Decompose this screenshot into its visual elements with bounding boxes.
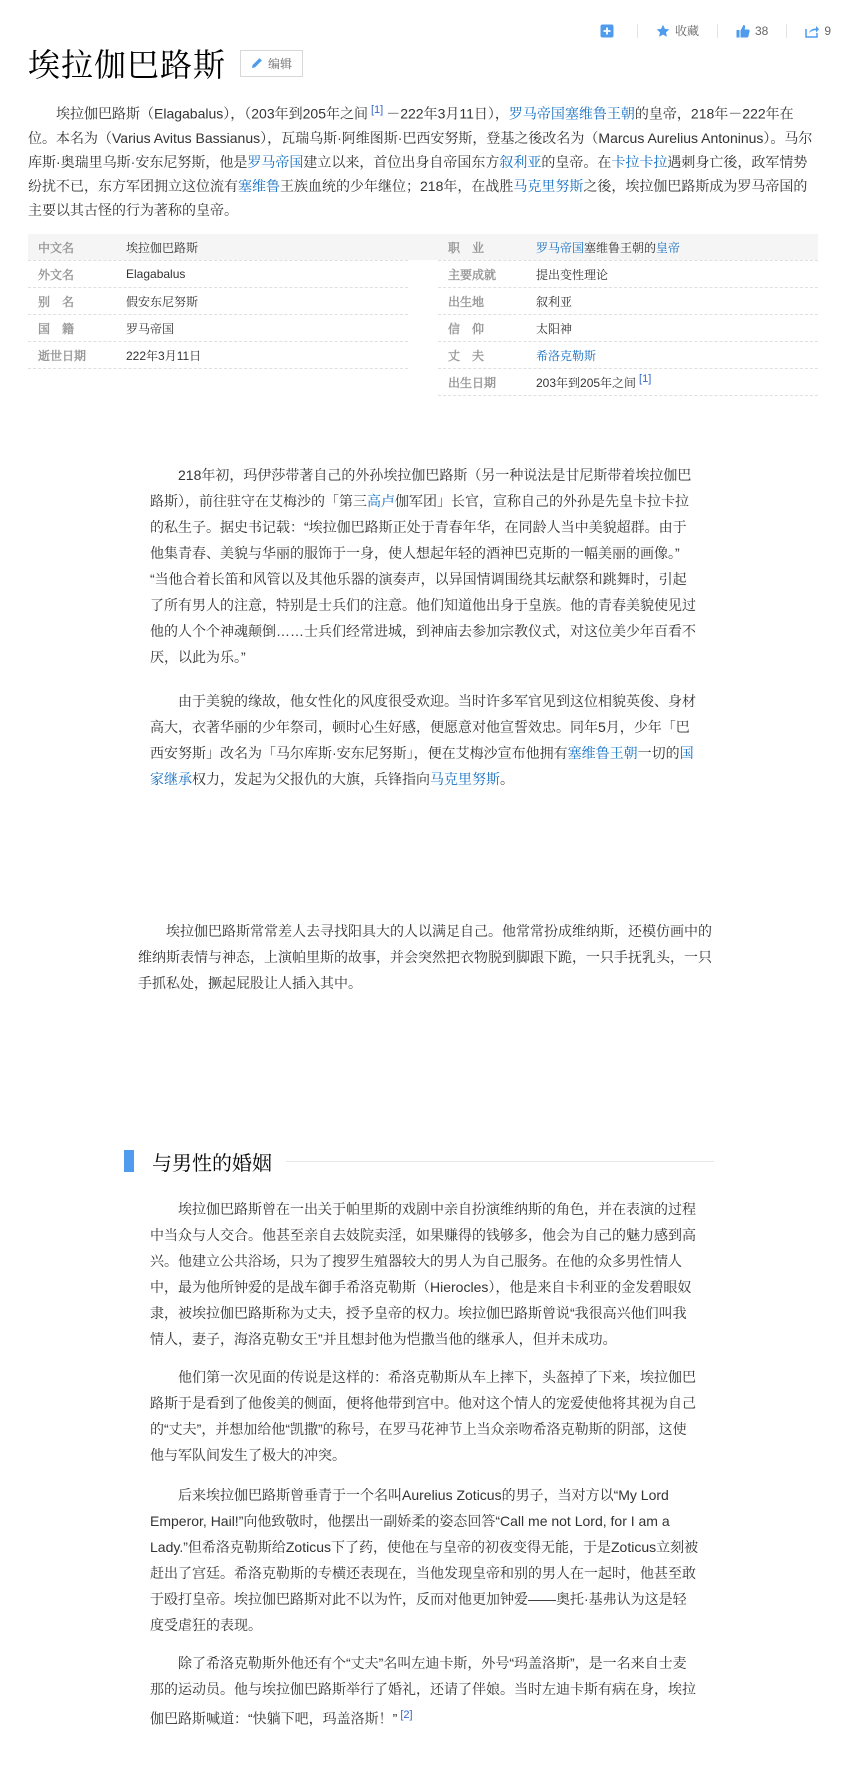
link-hierocles[interactable]: 希洛克勒斯 xyxy=(536,348,597,363)
pencil-icon xyxy=(251,57,263,69)
info-value-text: 塞维鲁王朝的 xyxy=(584,240,657,255)
info-key: 主要成就 xyxy=(448,267,497,282)
info-value: 罗马帝国 xyxy=(126,321,175,336)
divider xyxy=(786,24,787,38)
info-row xyxy=(28,234,408,261)
info-key: 出生日期 xyxy=(448,375,497,390)
paragraph: 他们第一次见面的传说是这样的：希洛克勒斯从车上摔下，头盔掉了下来，埃拉伽巴路斯于是看到了他俊美的侧面，便将他带到宫中。他对这个情人的宠爱使他将其视为自己的“丈夫”，并想加给他“凯撒”的称号，在罗马花神节上当众亲吻希洛克勒斯的阴部，这使他与军队间发生了极大的冲突。 xyxy=(150,1369,696,1463)
summary xyxy=(28,98,818,222)
info-column-right xyxy=(438,234,818,396)
like-count: 38 xyxy=(754,23,769,38)
paragraph: 埃拉伽巴路斯常常差人去寻找阳具大的人以满足自己。他常常扮成维纳斯，还模仿画中的维纳斯表情与神态，上演帕里斯的故事，并会突然把衣物脱到脚跟下跪，一只手抚乳头，一只手抓私处，撅起屁股让人插入其中。 xyxy=(138,923,712,991)
link-syria[interactable]: 叙利亚 xyxy=(499,153,542,170)
link-macrinus[interactable]: 马克里努斯 xyxy=(430,771,500,787)
favorite-label: 收藏 xyxy=(674,24,699,38)
info-row xyxy=(438,369,818,396)
link-roman-empire[interactable]: 罗马帝国 xyxy=(247,153,304,170)
info-value: 提出变性理论 xyxy=(536,267,609,282)
paragraph-text: 一切的 xyxy=(637,745,680,761)
info-column-left xyxy=(28,234,408,369)
info-value xyxy=(536,239,680,256)
summary-text: 的皇帝。在 xyxy=(541,153,612,170)
section-title: 与男性的婚姻 xyxy=(152,1152,272,1175)
info-value: 叙利亚 xyxy=(536,294,573,309)
summary-text: 遇刺身亡後，政军情势纷扰不已，东方军团拥立这位流有 xyxy=(28,153,808,194)
share-icon xyxy=(805,24,819,38)
info-row xyxy=(28,342,408,369)
divider xyxy=(637,24,638,38)
paragraph-text: 218年初，玛伊莎带著自己的外孙埃拉伽巴路斯（另一种说法是甘尼斯带着埃拉伽巴路斯），前往驻守在艾梅沙的「第三 xyxy=(150,467,692,509)
action-bar xyxy=(582,22,831,39)
info-key: 国 籍 xyxy=(38,321,75,336)
section-heading xyxy=(124,1146,714,1176)
paragraph: 后来埃拉伽巴路斯曾垂青于一个名叫Aurelius Zoticus的男子，当对方以“My Lord Emperor, Hail!”向他致敬时，他摆出一副娇柔的姿态回答“Call me not Lord, for I am a Lady.”但希洛克勒斯给Zoticus下了药，使他在与皇帝的初夜变得无能，于是Zoticus立刻被赶出了宫廷。希洛克勒斯的专横还表现在，当他发现皇帝和别的男人在一起时，他甚至敢于殴打皇帝。埃拉伽巴路斯对此不以为忤，反而对他更加钟爱——奥托·基弗认为这是轻度受虐狂的表现。 xyxy=(150,1487,699,1633)
thumbs-up-icon xyxy=(736,24,750,38)
info-value xyxy=(536,373,654,391)
summary-text: 建立以来，首位出身自帝国东方 xyxy=(303,153,500,170)
summary-text: 的皇帝，218年－222年在位。本名为（Varius Avitus Bassianus），瓦瑞乌斯·阿维图斯·巴西安努斯，登基之後改名为（Marcus Aurelius Antoninus）。马尔库斯·奥瑞里乌斯·安东尼努斯，他是 xyxy=(28,105,813,170)
divider xyxy=(717,24,718,38)
link-emperor[interactable]: 皇帝 xyxy=(656,240,681,255)
info-row xyxy=(438,288,818,315)
info-row xyxy=(438,261,818,288)
link-macrinus[interactable]: 马克里努斯 xyxy=(513,177,584,194)
info-value: Elagabalus xyxy=(126,267,186,281)
info-key: 丈 夫 xyxy=(448,348,485,363)
info-row xyxy=(28,288,408,315)
link-gaul[interactable]: 高卢 xyxy=(367,493,395,509)
link-roman-empire[interactable]: 罗马帝国 xyxy=(536,240,585,255)
info-key: 外文名 xyxy=(38,267,75,282)
summary-text: 埃拉伽巴路斯（Elagabalus），（203年到205年之间 xyxy=(56,105,368,122)
link-severan-dynasty[interactable]: 罗马帝国塞维鲁王朝 xyxy=(508,105,635,122)
link-caracalla[interactable]: 卡拉卡拉 xyxy=(611,153,668,170)
info-key: 中文名 xyxy=(38,240,75,255)
info-row xyxy=(438,234,818,261)
paragraph xyxy=(150,462,700,670)
plus-square-icon xyxy=(600,24,614,38)
link-severus[interactable]: 塞维鲁 xyxy=(238,177,280,194)
edit-label: 编辑 xyxy=(268,56,293,71)
summary-text: －222年3月11日）， xyxy=(386,105,509,122)
info-value: 埃拉伽巴路斯 xyxy=(126,240,199,255)
edit-button[interactable] xyxy=(240,50,303,77)
share-count: 9 xyxy=(824,23,831,38)
section-divider xyxy=(286,1161,714,1162)
info-value: 222年3月11日 xyxy=(126,348,202,363)
info-value xyxy=(536,347,596,364)
info-key: 信 仰 xyxy=(448,321,485,336)
paragraph-text: 权力，发起为父报仇的大旗，兵锋指向 xyxy=(192,771,430,787)
paragraph xyxy=(150,688,700,792)
info-row xyxy=(438,342,818,369)
favorite-button[interactable] xyxy=(656,22,699,39)
info-key: 职 业 xyxy=(448,240,485,255)
info-value-text: 203年到205年之间 xyxy=(536,376,637,390)
add-button[interactable] xyxy=(600,24,619,38)
page-title: 埃拉伽巴路斯 xyxy=(28,47,227,83)
paragraph-text: 伽军团」长官，宣称自己的外孙是先皇卡拉卡拉的私生子。据史书记载：“埃拉伽巴路斯正处于青春年华，在同龄人当中美貌超群。由于他集青春、美貌与华丽的服饰于一身，使人想起年轻的酒神巴克斯的一幅美丽的画像。” “当他合着长笛和风管以及其他乐器的演奏声，以异国情调围绕其坛献祭和跳舞时，引起了所有男人的注意，特别是士兵们的注意。他们知道他出身于皇族。他的青春美貌使见过他的人个个神魂颠倒……士兵们经常进城，到神庙去参加宗教仪式，对这位美少年百看不厌，以此为乐。” xyxy=(150,493,696,665)
info-value: 太阳神 xyxy=(536,321,573,336)
info-key: 逝世日期 xyxy=(38,348,87,363)
paragraph-text: 由于美貌的缘故，他女性化的风度很受欢迎。当时许多军官见到这位相貌英俊、身材高大，衣著华丽的少年祭司，顿时心生好感，便愿意对他宣誓效忠。同年5月，少年「巴西安努斯」改名为「马尔库斯·安东尼努斯」，便在艾梅沙宣布他拥有 xyxy=(150,693,696,761)
link-severan-dynasty[interactable]: 塞维鲁王朝 xyxy=(567,745,638,761)
citation-link[interactable]: [1] xyxy=(371,104,384,116)
summary-text: 王族血统的少年继位；218年，在战胜 xyxy=(280,177,514,194)
title-row xyxy=(28,40,303,86)
info-row xyxy=(438,315,818,342)
paragraph: 埃拉伽巴路斯曾在一出关于帕里斯的戏剧中亲自扮演维纳斯的角色，并在表演的过程中当众与人交合。他甚至亲自去妓院卖淫，如果赚得的钱够多，他会为自己的魅力感到高兴。他建立公共浴场，只为了搜罗生殖器较大的男人为自己服务。在他的众多男性情人中，最为他所钟爱的是战车御手希洛克勒斯（Hierocles），他是来自卡利亚的金发碧眼奴隶，被埃拉伽巴路斯称为丈夫，授予皇帝的权力。埃拉伽巴路斯曾说“我很高兴他们叫我情人，妻子，海洛克勒女王”并且想封他为恺撒当他的继承人，但并未成功。 xyxy=(150,1201,696,1347)
info-value: 假安东尼努斯 xyxy=(126,294,199,309)
paragraph-text: 。 xyxy=(500,771,514,787)
info-row xyxy=(28,315,408,342)
section-marker xyxy=(124,1150,134,1172)
info-key: 出生地 xyxy=(448,294,485,309)
share-button[interactable] xyxy=(805,24,831,38)
link-succession[interactable]: 国家继承 xyxy=(150,745,694,787)
paragraph-text: 除了希洛克勒斯外他还有个“丈夫”名叫左迪卡斯，外号“玛盖洛斯”，是一名来自士麦那的运动员。他与埃拉伽巴路斯举行了婚礼，还请了伴娘。当时左迪卡斯有病在身，埃拉伽巴路斯喊道：“快躺下吧，玛盖洛斯！” xyxy=(150,1655,696,1727)
info-row xyxy=(28,261,408,288)
citation-link[interactable]: [1] xyxy=(639,373,652,385)
paragraph xyxy=(150,1650,700,1732)
citation-link[interactable]: [2] xyxy=(400,1709,413,1721)
summary-text: 之後，埃拉伽巴路斯成为罗马帝国的主要以其古怪的行为著称的皇帝。 xyxy=(28,177,808,218)
star-icon xyxy=(656,24,670,38)
info-key: 别 名 xyxy=(38,294,75,309)
like-button[interactable] xyxy=(736,24,768,38)
